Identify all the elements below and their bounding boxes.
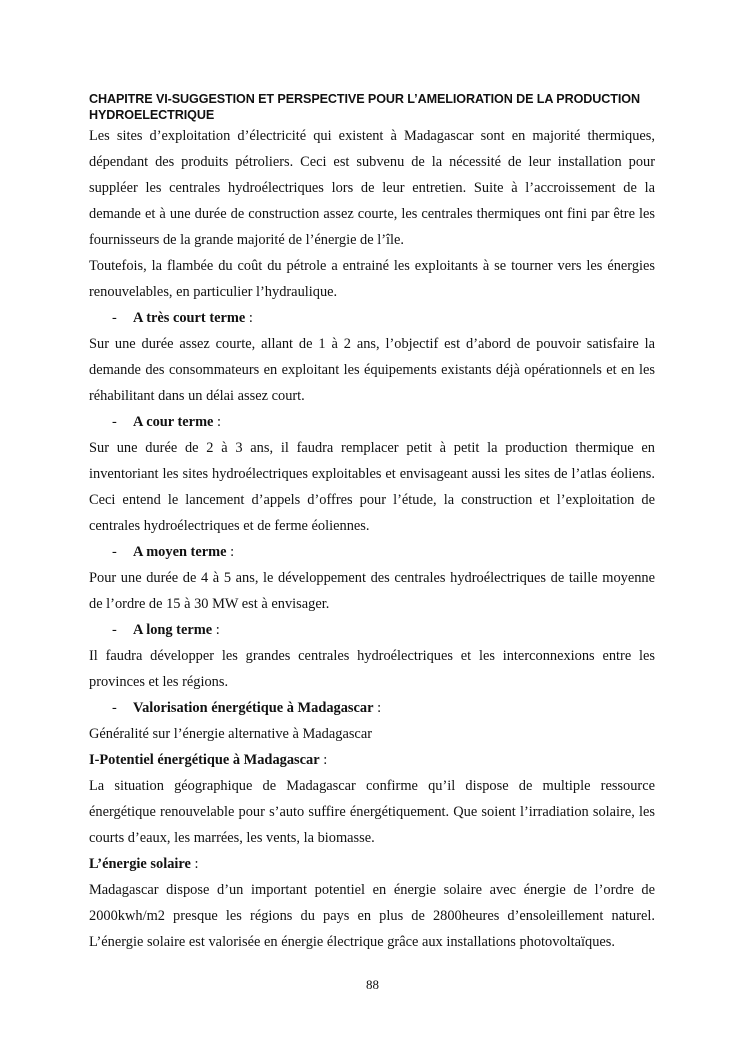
tres-court-terme-paragraph: Sur une durée assez courte, allant de 1 à 2 ans, l’objectif est d’abord de pouvoir satisfaire la demande des consommateurs en exploitant les équipements existants déjà opérationnels et en les réhabilitant dans un délai assez court. — [89, 336, 655, 404]
bullet-suffix: : — [213, 414, 222, 430]
potentiel-suffix: : — [319, 752, 328, 768]
solaire-heading: L’énergie solaire — [89, 856, 191, 872]
bullet-dash: - — [112, 414, 117, 430]
chapter-title: CHAPITRE VI-SUGGESTION ET PERSPECTIVE POUR L’AMELIORATION DE LA PRODUCTION HYDROELECTRIQUE — [89, 92, 640, 122]
bullet-cour-terme — [89, 409, 655, 435]
cour-terme-paragraph: Sur une durée de 2 à 3 ans, il faudra remplacer petit à petit la production thermique en inventoriant les sites hydroélectriques exploitables et envisageant aussi les sites de l’atlas éoliens. Ceci entend le lancement d’appels d’offres pour l’étude, la construction et l’exploitation de centrales hydroélectriques et de ferme éoliennes. — [89, 440, 655, 534]
potentiel-heading: I-Potentiel énergétique à Madagascar — [89, 752, 320, 768]
intro-paragraph-1: Les sites d’exploitation d’électricité qui existent à Madagascar sont en majorité thermiques, dépendant des produits pétroliers. Ceci est subvenu de la nécessité de leur installation pour suppléer les centrales hydroélectriques lors de leur entretien. Suite à l’accroissement de la demande et à une durée de construction assez courte, les centrales thermiques ont fini par être les fournisseurs de la grande majorité de l’énergie de l’île. — [89, 128, 655, 248]
potentiel-heading-line — [89, 747, 655, 773]
solaire-paragraph: Madagascar dispose d’un important potentiel en énergie solaire avec énergie de l’ordre de 2000kwh/m2 presque les régions du pays en plus de 2800heures d’ensoleillement naturel. L’énergie solaire est valorisée en énergie électrique grâce aux installations photovoltaïques. — [89, 882, 655, 950]
potentiel-paragraph: La situation géographique de Madagascar confirme qu’il dispose de multiple ressource énergétique renouvelable pour s’auto suffire énergétiquement. Que soient l’irradiation solaire, les courts d’eaux, les marrées, les vents, la biomasse. — [89, 778, 655, 846]
bullet-tres-court-terme — [89, 305, 655, 331]
bullet-heading: A long terme — [133, 622, 213, 638]
bullet-heading: A moyen terme — [133, 544, 227, 560]
bullet-long-terme — [89, 617, 655, 643]
solaire-heading-line — [89, 851, 655, 877]
bullet-dash: - — [112, 700, 117, 716]
bullet-suffix: : — [212, 622, 220, 638]
bullet-moyen-terme — [89, 539, 655, 565]
bullet-suffix: : — [245, 310, 253, 326]
bullet-suffix: : — [373, 700, 382, 716]
bullet-heading: A cour terme — [133, 414, 214, 430]
long-terme-paragraph: Il faudra développer les grandes centrales hydroélectriques et les interconnexions entre les provinces et les régions. — [89, 648, 655, 690]
valorisation-paragraph: Généralité sur l’énergie alternative à Madagascar — [89, 726, 372, 742]
intro-paragraph-2: Toutefois, la flambée du coût du pétrole a entrainé les exploitants à se tourner vers les énergies renouvelables, en particulier l’hydraulique. — [89, 258, 655, 300]
document-page — [89, 91, 655, 955]
bullet-valorisation — [89, 695, 655, 721]
bullet-heading: A très court terme — [133, 310, 246, 326]
moyen-terme-paragraph: Pour une durée de 4 à 5 ans, le développement des centrales hydroélectriques de taille moyenne de l’ordre de 15 à 30 MW est à envisager. — [89, 570, 655, 612]
bullet-dash: - — [112, 622, 117, 638]
solaire-suffix: : — [190, 856, 199, 872]
bullet-dash: - — [112, 544, 117, 560]
bullet-dash: - — [112, 310, 117, 326]
bullet-suffix: : — [226, 544, 235, 560]
bullet-heading: Valorisation énergétique à Madagascar — [133, 700, 374, 716]
page-number: 88 — [366, 977, 379, 992]
